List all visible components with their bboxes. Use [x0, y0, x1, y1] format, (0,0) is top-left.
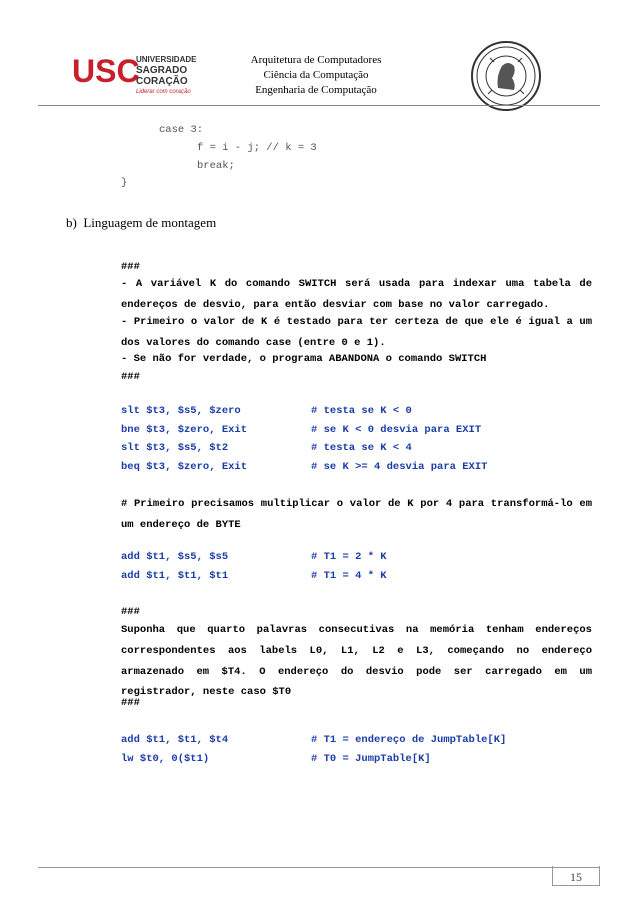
- logo-line1: UNIVERSIDADE: [136, 55, 197, 64]
- comment-paragraph-1: - A variável K do comando SWITCH será usada para indexar uma tabela de endereços de desvio, para então desviar com base no valor carregado.: [121, 278, 592, 311]
- comment-hash-close: ###: [121, 697, 140, 709]
- comment-paragraph-memory: Suponha que quarto palavras consecutivas na memória tenham endereços correspondentes aos labels L0, L1, L2 e L3, começando no endereço armazenado em $T4. O endereço do desvio pode ser carregado em um registrador, neste caso $T0: [121, 624, 592, 699]
- university-seal-icon: [470, 40, 542, 112]
- instr-comment: # T1 = 2 * K: [311, 551, 387, 563]
- header-text: [236, 53, 396, 98]
- instr-line: add $t1, $t1, $t4: [121, 734, 229, 746]
- logo-mark: USC: [72, 53, 140, 89]
- header-line-3: Engenharia de Computação: [255, 84, 377, 96]
- comment-paragraph-3: - Se não for verdade, o programa ABANDONA o comando SWITCH: [121, 353, 487, 365]
- code-close-brace: }: [121, 177, 128, 189]
- instr-comment: # T1 = endereço de JumpTable[K]: [311, 734, 507, 746]
- instr-comment: # testa se K < 0: [311, 405, 412, 417]
- usc-logo: [72, 48, 222, 96]
- instr-line: lw $t0, 0($t1): [121, 753, 210, 765]
- instr-line: beq $t3, $zero, Exit: [121, 461, 248, 473]
- page-number: 15: [552, 866, 600, 886]
- logo-tagline: Liderar com coração: [136, 89, 191, 95]
- instr-line: add $t1, $s5, $s5: [121, 551, 229, 563]
- logo-line2: SAGRADO: [136, 65, 188, 76]
- logo-line3: CORAÇÃO: [136, 76, 188, 87]
- instr-line: add $t1, $t1, $t1: [121, 570, 229, 582]
- header-line-1: Arquitetura de Computadores: [250, 54, 382, 66]
- comment-hash-open: ###: [121, 261, 140, 273]
- comment-hash-open: ###: [121, 606, 140, 618]
- instr-comment: # se K < 0 desvia para EXIT: [311, 424, 482, 436]
- instr-comment: # T0 = JumpTable[K]: [311, 753, 431, 765]
- instr-line: slt $t3, $s5, $zero: [121, 405, 241, 417]
- instr-line: slt $t3, $s5, $t2: [121, 442, 229, 454]
- comment-paragraph-2: - Primeiro o valor de K é testado para ter certeza de que ele é igual a um dos valores do comando case (entre 0 e 1).: [121, 316, 592, 349]
- instr-line: bne $t3, $zero, Exit: [121, 424, 248, 436]
- code-assign-line: f = i - j; // k = 3: [197, 142, 317, 154]
- section-title: b) Linguagem de montagem: [66, 215, 217, 230]
- footer-divider: [38, 867, 600, 868]
- comment-hash-close: ###: [121, 371, 140, 383]
- header-line-2: Ciência da Computação: [263, 69, 369, 81]
- instr-comment: # se K >= 4 desvia para EXIT: [311, 461, 488, 473]
- code-case-line: case 3:: [159, 124, 204, 136]
- instr-comment: # T1 = 4 * K: [311, 570, 387, 582]
- comment-multiply: # Primeiro precisamos multiplicar o valor de K por 4 para transformá-lo em um endereço de BYTE: [121, 498, 592, 531]
- instr-comment: # testa se K < 4: [311, 442, 412, 454]
- code-break-line: break;: [197, 160, 235, 172]
- header-divider: [38, 105, 600, 106]
